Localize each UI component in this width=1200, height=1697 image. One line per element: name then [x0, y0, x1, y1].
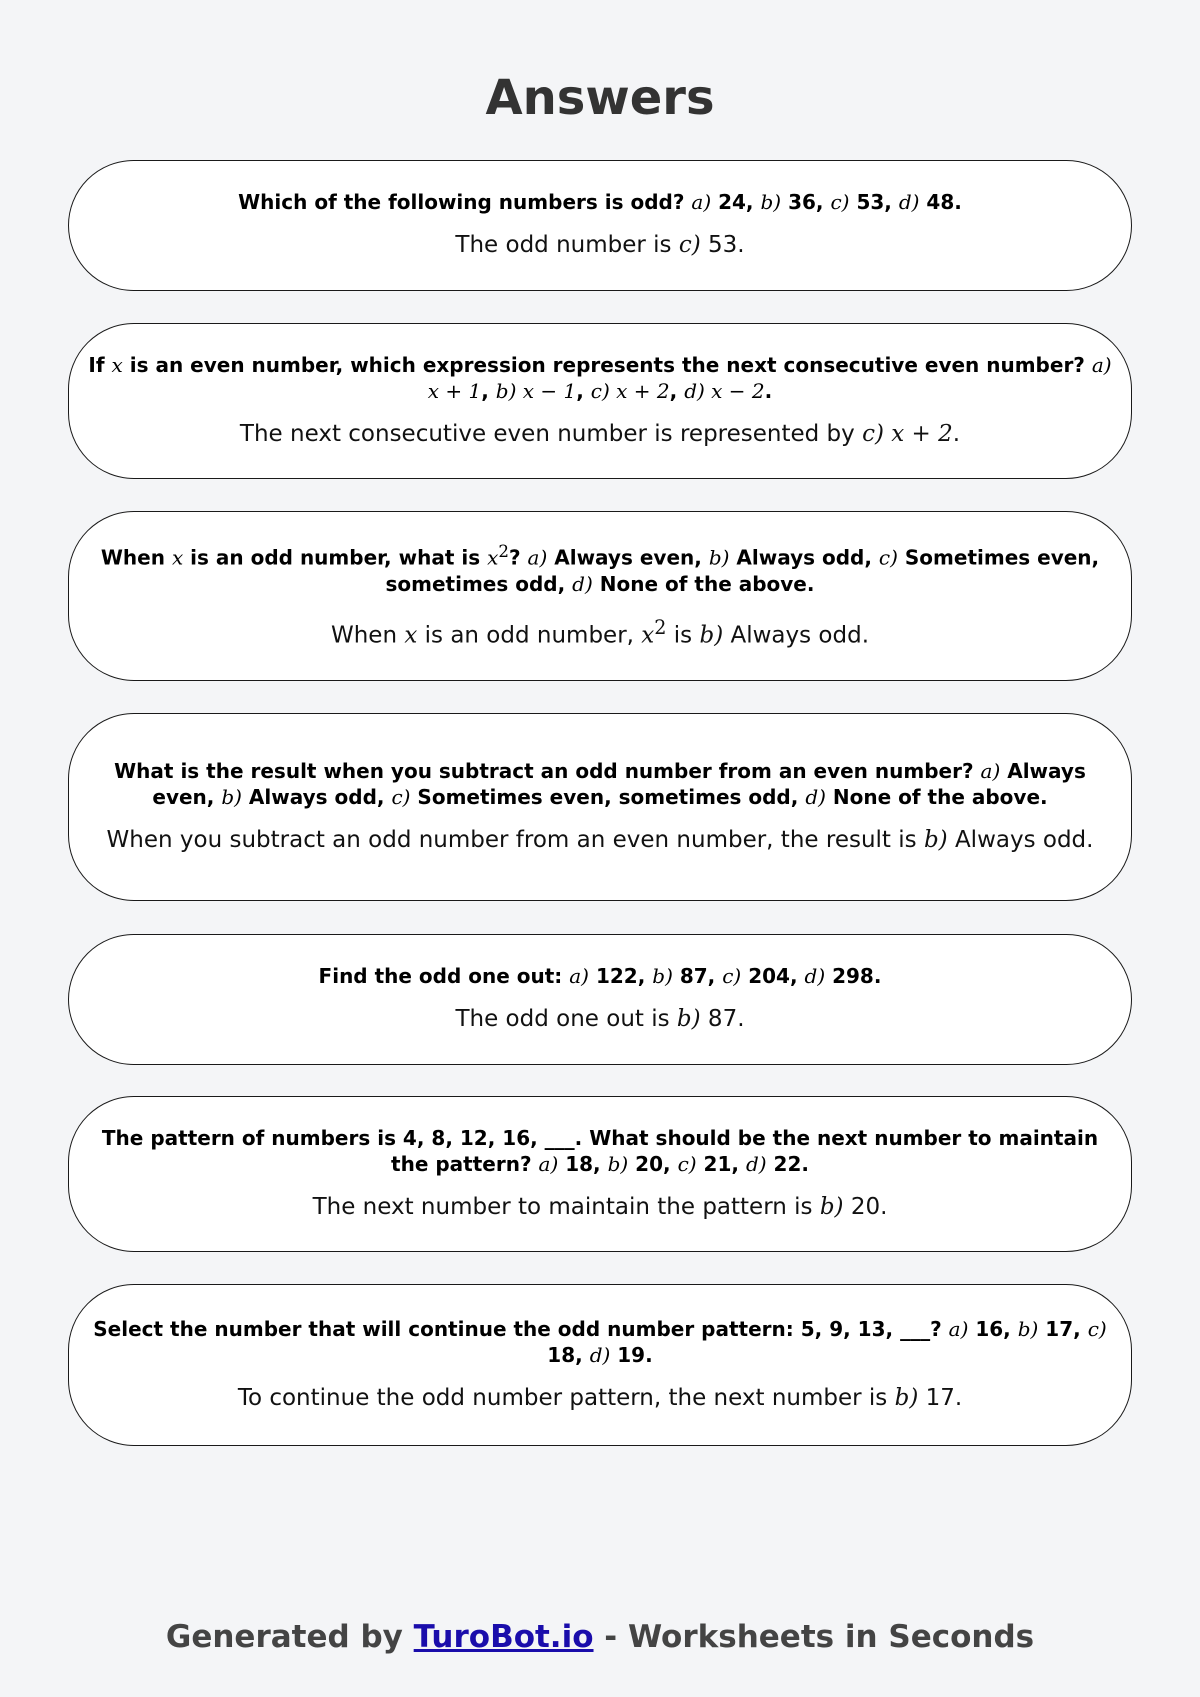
- footer-suffix: - Worksheets in Seconds: [593, 1619, 1035, 1655]
- question-segment: 24,: [711, 190, 761, 214]
- math-expression: c) x + 2: [590, 378, 670, 403]
- answer-segment: When you subtract an odd number from an even number, the result is: [106, 826, 924, 853]
- question-text: [238, 189, 962, 215]
- math-label: b): [699, 622, 724, 649]
- answer-segment: .: [952, 420, 961, 447]
- answer-card: [68, 1284, 1132, 1446]
- question-segment: .: [764, 378, 773, 403]
- question-segment: is an odd number, what is: [183, 546, 488, 570]
- answer-segment: The odd number is: [455, 232, 679, 258]
- question-segment: Always odd,: [241, 784, 392, 809]
- math-label: b): [652, 964, 673, 988]
- math-label: a): [569, 964, 589, 988]
- math-label: c): [830, 190, 850, 214]
- question-text: [319, 963, 882, 989]
- math-label: b): [607, 1151, 629, 1176]
- question-segment: Always odd,: [729, 546, 879, 570]
- question-text: [85, 758, 1115, 810]
- question-segment: Sometimes even, sometimes odd,: [410, 784, 806, 809]
- math-variable: x: [641, 622, 655, 649]
- math-expression: d) x − 2: [684, 378, 765, 403]
- answer-segment: Always odd.: [947, 826, 1094, 853]
- math-label: b): [708, 546, 730, 570]
- answer-text: [107, 824, 1094, 857]
- answer-card: [68, 1096, 1132, 1252]
- math-label: b): [760, 190, 782, 214]
- math-label: c): [678, 232, 701, 258]
- answer-card: [68, 713, 1132, 901]
- question-segment: 19.: [610, 1342, 653, 1367]
- question-segment: ,: [481, 378, 496, 403]
- math-label: c): [1087, 1316, 1107, 1341]
- math-label: c): [878, 546, 898, 570]
- math-label: a): [691, 190, 712, 214]
- math-variable: x: [487, 546, 499, 570]
- question-segment: If: [88, 352, 112, 377]
- math-expression: x: [111, 352, 123, 377]
- question-segment: Always even,: [152, 758, 1086, 809]
- question-segment: None of the above.: [825, 784, 1048, 809]
- answer-card: [68, 934, 1132, 1065]
- question-text: [85, 1316, 1115, 1368]
- math-label: d): [898, 190, 920, 214]
- math-exponent: 2: [654, 616, 667, 639]
- answer-segment: The next number to maintain the pattern is: [312, 1193, 820, 1220]
- math-label: b): [221, 784, 242, 809]
- question-segment: 16,: [968, 1316, 1018, 1341]
- question-segment: 48.: [919, 190, 962, 214]
- answer-card: [68, 511, 1132, 681]
- math-label: d): [805, 784, 826, 809]
- answer-text: [240, 418, 960, 451]
- math-expression: a) x + 1: [427, 352, 1112, 403]
- math-label: c): [722, 964, 742, 988]
- question-segment: What is the result when you subtract an odd number from an even number?: [114, 758, 981, 783]
- question-text: [85, 1125, 1115, 1177]
- question-segment: 21,: [696, 1151, 746, 1176]
- answer-text: [238, 1382, 962, 1415]
- question-segment: 298.: [825, 964, 882, 988]
- math-label: a): [980, 758, 1001, 783]
- question-segment: When: [100, 546, 172, 570]
- question-segment: ,: [669, 378, 685, 403]
- question-segment: 204,: [741, 964, 805, 988]
- footer-prefix: Generated by: [165, 1619, 414, 1655]
- answer-text: [313, 1191, 888, 1224]
- math-label: d): [804, 964, 826, 988]
- answer-segment: The odd one out is: [455, 1006, 677, 1032]
- answer-segment: is an odd number,: [417, 622, 642, 649]
- question-segment: Find the odd one out:: [318, 964, 570, 988]
- answer-segment: is: [666, 622, 700, 649]
- question-segment: 17,: [1038, 1316, 1088, 1341]
- page-title: Answers: [485, 70, 715, 126]
- math-exponent: 2: [498, 542, 509, 562]
- math-label: a): [527, 546, 548, 570]
- answer-text: [455, 1003, 744, 1036]
- question-segment: Always even,: [547, 546, 709, 570]
- question-segment: 122,: [588, 964, 653, 988]
- answer-card: [68, 160, 1132, 291]
- answer-card: [68, 323, 1132, 479]
- math-variable: x: [404, 622, 418, 649]
- question-segment: 18,: [558, 1151, 608, 1176]
- question-text: [85, 352, 1115, 404]
- question-text: [85, 539, 1115, 597]
- math-label: c): [391, 784, 411, 809]
- answer-text: [455, 229, 744, 262]
- question-segment: Select the number that will continue the odd number pattern: 5, 9, 13, ___?: [93, 1316, 949, 1341]
- turobot-link[interactable]: TuroBot.io: [413, 1619, 594, 1655]
- math-variable: x: [171, 546, 184, 570]
- answer-segment: 20.: [843, 1193, 888, 1220]
- question-segment: 22.: [766, 1151, 809, 1176]
- math-label: a): [538, 1151, 559, 1176]
- footer: [0, 1617, 1200, 1657]
- answer-segment: 53.: [700, 232, 745, 258]
- question-segment: ?: [508, 546, 528, 570]
- question-segment: is an even number, which expression represents the next consecutive even number?: [122, 352, 1092, 377]
- question-segment: Sometimes even, sometimes odd,: [385, 546, 1100, 596]
- answer-segment: To continue the odd number pattern, the next number is: [237, 1384, 895, 1411]
- math-label: b): [819, 1193, 844, 1220]
- question-segment: The pattern of numbers is 4, 8, 12, 16, ___. What should be the next number to maintain the pattern?: [101, 1125, 1099, 1176]
- question-segment: ,: [576, 378, 591, 403]
- math-expression: c) x + 2: [862, 420, 953, 447]
- answer-segment: 87.: [700, 1006, 745, 1032]
- answer-text: [331, 611, 869, 653]
- answer-segment: Always odd.: [723, 622, 869, 649]
- answer-segment: 17.: [918, 1384, 963, 1411]
- math-label: a): [948, 1316, 969, 1341]
- math-label: b): [923, 826, 948, 853]
- question-segment: 87,: [672, 964, 723, 988]
- math-expression: b) x − 1: [495, 378, 577, 403]
- question-segment: None of the above.: [592, 572, 815, 596]
- question-segment: Which of the following numbers is odd?: [238, 190, 692, 214]
- question-segment: 18,: [547, 1342, 590, 1367]
- math-label: d): [589, 1342, 611, 1367]
- math-label: b): [676, 1006, 701, 1032]
- math-label: d): [572, 572, 593, 596]
- question-segment: 53,: [849, 190, 899, 214]
- math-label: b): [1017, 1316, 1039, 1341]
- math-label: d): [745, 1151, 767, 1176]
- math-label: c): [677, 1151, 697, 1176]
- question-segment: 20,: [628, 1151, 678, 1176]
- math-label: b): [894, 1384, 919, 1411]
- answer-segment: When: [330, 622, 405, 649]
- answer-segment: The next consecutive even number is represented by: [239, 420, 863, 447]
- question-segment: 36,: [781, 190, 831, 214]
